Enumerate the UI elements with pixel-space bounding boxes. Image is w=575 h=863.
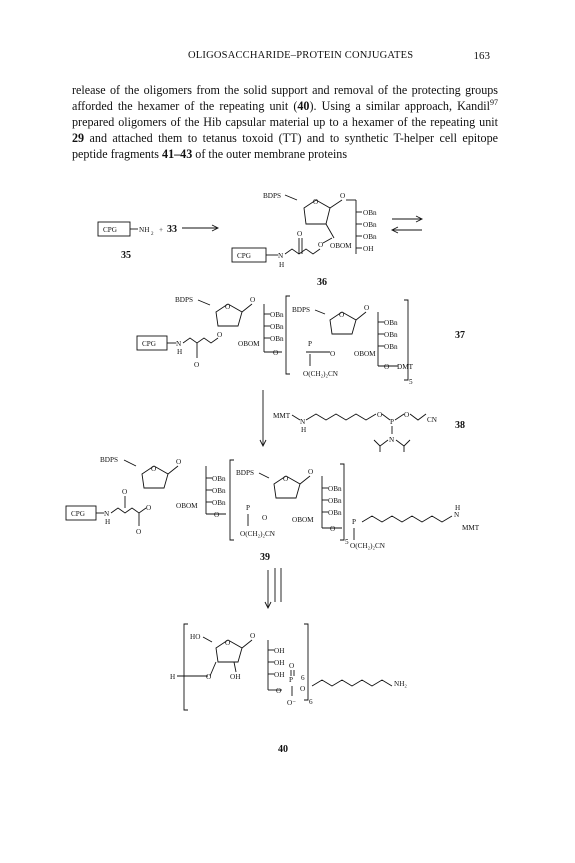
running-head: OLIGOSACCHARIDE–PROTEIN CONJUGATES <box>188 50 414 61</box>
svg-text:H: H <box>177 348 183 356</box>
compound-ref: 40 <box>297 99 310 113</box>
reaction-arrows-3 <box>265 568 281 608</box>
text-run: prepared oligomers of the Hib capsular material up to a hexamer of the repeating unit <box>72 115 498 129</box>
svg-text:CN: CN <box>427 416 437 424</box>
svg-text:OBn: OBn <box>363 209 377 217</box>
svg-text:O(CH₂)₂CN: O(CH₂)₂CN <box>240 530 275 538</box>
svg-text:N: N <box>300 418 306 426</box>
svg-text:O: O <box>377 411 383 419</box>
svg-text:O: O <box>339 311 345 319</box>
svg-text:OH: OH <box>230 673 241 681</box>
compound-40 <box>170 624 407 755</box>
svg-text:BDPS: BDPS <box>100 456 118 464</box>
svg-text:N: N <box>176 340 182 348</box>
svg-text:DMT: DMT <box>397 363 413 371</box>
svg-text:OBn: OBn <box>384 319 398 327</box>
svg-text:O: O <box>206 673 212 681</box>
svg-text:6: 6 <box>309 698 313 706</box>
compound-number-38: 38 <box>455 420 465 431</box>
svg-text:2: 2 <box>151 232 154 237</box>
svg-text:O: O <box>273 349 279 357</box>
svg-text:OBn: OBn <box>212 499 226 507</box>
compound-37 <box>137 296 465 386</box>
svg-text:HO: HO <box>190 633 201 641</box>
svg-text:O: O <box>308 468 314 476</box>
svg-text:OH: OH <box>274 659 285 667</box>
svg-text:O: O <box>313 198 319 206</box>
svg-text:OBn: OBn <box>270 323 284 331</box>
svg-text:OBn: OBn <box>328 509 342 517</box>
svg-text:O: O <box>318 241 324 249</box>
svg-text:OBn: OBn <box>212 487 226 495</box>
svg-text:BDPS: BDPS <box>175 296 193 304</box>
svg-text:P: P <box>352 518 356 526</box>
svg-text:O: O <box>340 192 346 200</box>
svg-text:OBOM: OBOM <box>176 502 198 510</box>
svg-text:BDPS: BDPS <box>263 192 281 200</box>
svg-text:N: N <box>278 252 284 260</box>
svg-text:H: H <box>279 261 285 269</box>
svg-text:O: O <box>217 331 223 339</box>
svg-text:N: N <box>389 436 395 444</box>
compound-number-33: 33 <box>167 224 177 235</box>
svg-text:O: O <box>283 475 289 483</box>
svg-text:O: O <box>250 632 256 640</box>
svg-text:OBn: OBn <box>328 485 342 493</box>
svg-text:6: 6 <box>301 674 305 682</box>
svg-text:H: H <box>170 673 176 681</box>
text-run: of the outer membrane proteins <box>192 147 348 161</box>
svg-text:NH₂: NH₂ <box>394 680 407 688</box>
svg-text:OBn: OBn <box>363 221 377 229</box>
svg-text:CPG: CPG <box>103 226 117 234</box>
svg-text:O: O <box>384 363 390 371</box>
svg-text:O: O <box>250 296 256 304</box>
svg-text:O(CH₂)₂CN: O(CH₂)₂CN <box>350 542 385 550</box>
compound-38 <box>273 411 465 452</box>
svg-text:H: H <box>455 504 461 512</box>
svg-text:OH: OH <box>363 245 374 253</box>
svg-text:MMT: MMT <box>462 524 480 532</box>
svg-text:O: O <box>146 504 152 512</box>
svg-text:O: O <box>176 458 182 466</box>
compound-number-39: 39 <box>260 552 270 563</box>
svg-text:O: O <box>330 350 336 358</box>
compound-number-35: 35 <box>121 250 131 261</box>
svg-text:BDPS: BDPS <box>236 469 254 477</box>
svg-text:P: P <box>289 676 293 684</box>
citation-ref: 97 <box>490 97 498 107</box>
svg-text:O: O <box>289 662 295 670</box>
svg-text:OBn: OBn <box>384 331 398 339</box>
compound-ref: 41–43 <box>162 147 193 161</box>
svg-text:O: O <box>225 639 231 647</box>
svg-text:OBn: OBn <box>384 343 398 351</box>
svg-text:OBn: OBn <box>270 311 284 319</box>
svg-text:5: 5 <box>409 378 413 386</box>
svg-text:O: O <box>364 304 370 312</box>
svg-text:CPG: CPG <box>71 510 85 518</box>
svg-text:O: O <box>225 303 231 311</box>
svg-text:O: O <box>122 488 128 496</box>
svg-text:O: O <box>330 525 336 533</box>
compound-number-36: 36 <box>317 277 327 288</box>
compound-number-40: 40 <box>278 744 288 755</box>
svg-text:P: P <box>246 504 250 512</box>
svg-text:OBn: OBn <box>363 233 377 241</box>
compound-36 <box>232 192 377 288</box>
svg-text:OBn: OBn <box>212 475 226 483</box>
reaction-arrow-2 <box>260 390 266 446</box>
svg-text:O: O <box>297 230 303 238</box>
svg-text:H: H <box>301 426 307 434</box>
svg-text:O: O <box>214 511 220 519</box>
svg-text:N: N <box>454 511 460 519</box>
compound-39 <box>66 456 480 563</box>
svg-text:NH: NH <box>139 226 150 234</box>
svg-text:O: O <box>194 361 200 369</box>
svg-text:MMT: MMT <box>273 412 291 420</box>
svg-text:O(CH₂)₂CN: O(CH₂)₂CN <box>303 370 338 378</box>
svg-text:OBn: OBn <box>270 335 284 343</box>
svg-text:OBOM: OBOM <box>354 350 376 358</box>
svg-text:O: O <box>300 685 306 693</box>
svg-text:BDPS: BDPS <box>292 306 310 314</box>
svg-text:P: P <box>390 418 394 426</box>
svg-text:CPG: CPG <box>142 340 156 348</box>
svg-text:O: O <box>276 687 282 695</box>
reaction-arrow-1 <box>182 225 218 231</box>
text-run: ). Using a similar approach, Kandil <box>309 99 490 113</box>
svg-text:OBn: OBn <box>328 497 342 505</box>
compound-ref: 29 <box>72 131 85 145</box>
svg-text:N: N <box>104 510 110 518</box>
svg-text:5: 5 <box>345 538 349 546</box>
svg-text:OH: OH <box>274 647 285 655</box>
page-number: 163 <box>473 50 490 62</box>
svg-text:O⁻: O⁻ <box>287 699 296 707</box>
equilibrium-arrows <box>392 216 422 233</box>
svg-text:O: O <box>136 528 142 536</box>
svg-text:OBOM: OBOM <box>292 516 314 524</box>
svg-text:O: O <box>404 411 410 419</box>
svg-text:OBOM: OBOM <box>330 242 352 250</box>
svg-text:CPG: CPG <box>237 252 251 260</box>
text-run: release of the oligomers from the solid support and removal of the protecting groups afforded the hexamer of the repeating unit ( <box>72 83 498 113</box>
compound-35 <box>98 222 163 261</box>
compound-number-37: 37 <box>455 330 465 341</box>
svg-text:OBOM: OBOM <box>238 340 260 348</box>
svg-text:+: + <box>159 226 164 234</box>
svg-text:O: O <box>262 514 268 522</box>
text-run: and attached them to tetanus toxoid (TT) and to synthetic T-helper cell epitope peptide fragments <box>72 131 498 161</box>
svg-text:P: P <box>308 340 312 348</box>
svg-text:H: H <box>105 518 111 526</box>
svg-text:O: O <box>151 465 157 473</box>
svg-text:OH: OH <box>274 671 285 679</box>
